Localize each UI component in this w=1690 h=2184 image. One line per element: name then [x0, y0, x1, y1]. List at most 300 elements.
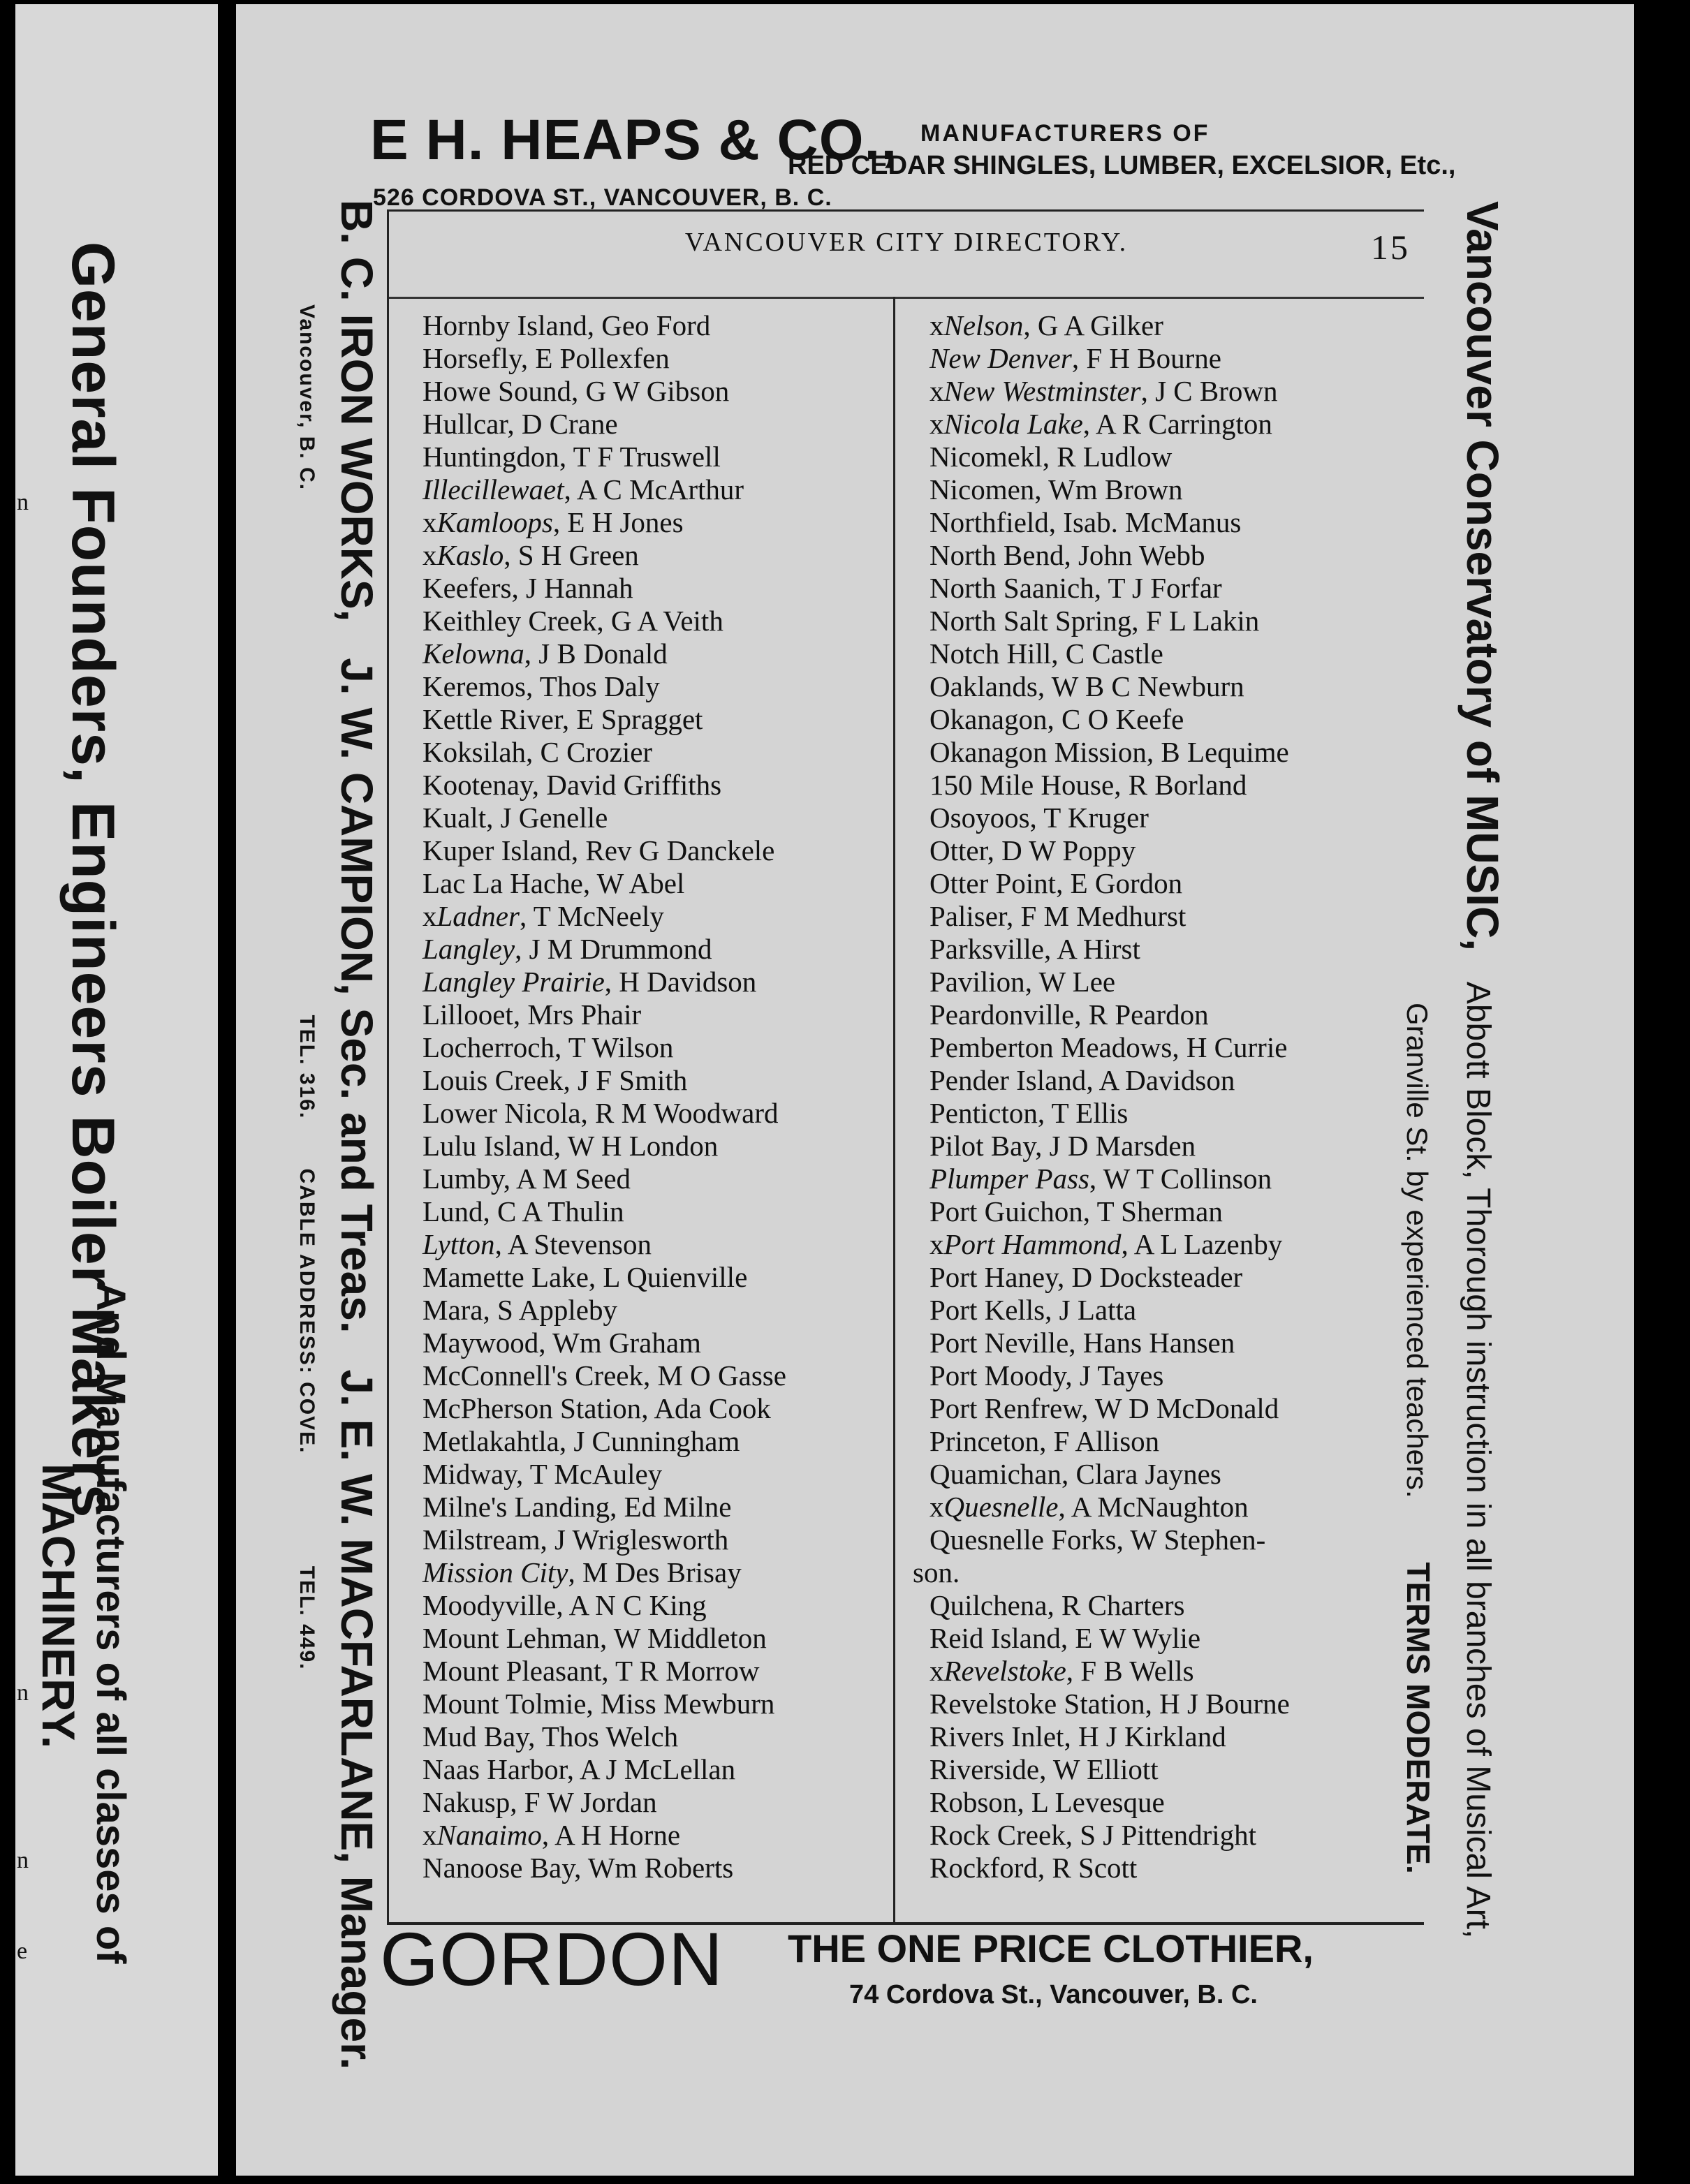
directory-entry: Kootenay, David Griffiths: [422, 769, 722, 801]
post-office-name: Rockford: [930, 1852, 1038, 1884]
post-office-name: Nicomen: [930, 473, 1035, 506]
heaps-products: RED CEDAR SHINGLES, LUMBER, EXCELSIOR, Etc.,: [788, 151, 1456, 180]
postmaster-name: W Abel: [596, 867, 685, 899]
postmaster-name: E Spragget: [576, 703, 703, 735]
postmaster-name: M O Gasse: [657, 1359, 786, 1392]
left-page-ad-line1: General Founders, Engineers Boiler Makers: [59, 242, 126, 1519]
post-office-name: Lumby: [422, 1163, 504, 1195]
heaps-address: 526 CORDOVA ST., VANCOUVER, B. C.: [373, 184, 832, 211]
directory-entry: Langley Prairie, H Davidson: [422, 966, 757, 998]
iron-works-campion: J. W. CAMPION, Sec. and Treas.: [332, 658, 382, 1334]
post-office-name: Moodyville: [422, 1589, 557, 1621]
express-office-mark: x: [930, 309, 944, 341]
directory-entry: Metlakahtla, J Cunningham: [422, 1425, 740, 1457]
post-office-name: Nicola Lake: [943, 408, 1083, 440]
post-office-name: Howe Sound: [422, 375, 571, 407]
directory-entry: xRevelstoke, F B Wells: [930, 1655, 1194, 1687]
directory-entry: Nicomekl, R Ludlow: [930, 441, 1173, 473]
directory-entry: Penticton, T Ellis: [930, 1097, 1129, 1129]
postmaster-name: Ada Cook: [654, 1392, 771, 1424]
postmaster-name: R Borland: [1128, 769, 1247, 801]
directory-entry: Otter, D W Poppy: [930, 834, 1136, 866]
directory-entry: Horsefly, E Pollexfen: [422, 342, 670, 374]
postmaster-name: David Griffiths: [546, 769, 722, 801]
postmaster-name: A Hirst: [1057, 933, 1140, 965]
post-office-name: Keremos: [422, 670, 527, 702]
directory-entry: Kelowna, J B Donald: [422, 637, 668, 670]
post-office-name: Langley Prairie: [422, 966, 605, 998]
directory-entry: Nicomen, Wm Brown: [930, 473, 1183, 506]
post-office-name: Port Neville: [930, 1327, 1069, 1359]
heaps-company-name: E H. HEAPS & CO.,: [370, 108, 898, 172]
express-office-mark: x: [422, 1819, 437, 1851]
post-office-name: Horsefly: [422, 342, 521, 374]
conservatory-name: Vancouver Conservatory of MUSIC,: [1457, 201, 1508, 952]
directory-entry: Riverside, W Elliott: [930, 1753, 1159, 1785]
postmaster-name: Thos Daly: [539, 670, 660, 702]
post-office-name: Pilot Bay: [930, 1130, 1036, 1162]
directory-entry: Huntingdon, T F Truswell: [422, 441, 721, 473]
postmaster-name: R Peardon: [1088, 998, 1209, 1031]
postmaster-name: D Docksteader: [1071, 1261, 1243, 1293]
postmaster-name: A McNaughton: [1071, 1491, 1249, 1523]
postmaster-name: W B C Newburn: [1051, 670, 1244, 702]
post-office-name: Illecillewaet: [422, 473, 564, 506]
postmaster-name: J F Smith: [578, 1064, 688, 1096]
post-office-name: North Saanich: [930, 572, 1094, 604]
post-office-name: Keithley Creek: [422, 605, 597, 637]
postmaster-name: M Des Brisay: [582, 1556, 742, 1588]
directory-entry: Lulu Island, W H London: [422, 1130, 719, 1162]
postmaster-name: J Cunningham: [573, 1425, 740, 1457]
directory-entry: Pemberton Meadows, H Currie: [930, 1031, 1288, 1063]
postmaster-name: F W Jordan: [524, 1786, 657, 1818]
page-number: 15: [1371, 228, 1410, 267]
directory-entry: Mission City, M Des Brisay: [422, 1556, 742, 1588]
post-office-name: Princeton: [930, 1425, 1040, 1457]
postmaster-name: T Kruger: [1043, 802, 1149, 834]
post-office-name: Milne's Landing: [422, 1491, 610, 1523]
post-office-name: Port Guichon: [930, 1195, 1083, 1227]
post-office-name: Okanagon Mission: [930, 736, 1147, 768]
postmaster-name: C A Thulin: [497, 1195, 624, 1227]
directory-entry: Rock Creek, S J Pittendright: [930, 1819, 1257, 1851]
post-office-name: Milstream: [422, 1523, 541, 1556]
directory-entry: xQuesnelle, A McNaughton: [930, 1491, 1249, 1523]
conservatory-terms: TERMS MODERATE.: [1400, 1562, 1436, 1874]
directory-entry: Locherroch, T Wilson: [422, 1031, 674, 1063]
directory-entry: Okanagon Mission, B Lequime: [930, 736, 1289, 768]
post-office-name: New Denver: [930, 342, 1072, 374]
post-office-name: McConnell's Creek: [422, 1359, 643, 1392]
postmaster-name: S J Pittendright: [1080, 1819, 1257, 1851]
postmaster-name: Wm Graham: [552, 1327, 701, 1359]
post-office-name: Kamloops: [436, 506, 553, 538]
post-office-name: Midway: [422, 1458, 516, 1490]
post-office-name: Quesnelle: [943, 1491, 1059, 1523]
directory-entry: Port Kells, J Latta: [930, 1294, 1137, 1326]
postmaster-name: B Lequime: [1161, 736, 1289, 768]
postmaster-name: Clara Jaynes: [1075, 1458, 1221, 1490]
post-office-name: Mount Pleasant: [422, 1655, 602, 1687]
postmaster-name: L Quienville: [603, 1261, 748, 1293]
post-office-name: Port Moody: [930, 1359, 1066, 1392]
directory-entry: xNew Westminster, J C Brown: [930, 375, 1278, 407]
postmaster-name: F L Lakin: [1145, 605, 1260, 637]
postmaster-name: W H London: [567, 1130, 719, 1162]
post-office-name: Oaklands: [930, 670, 1038, 702]
directory-entry: McConnell's Creek, M O Gasse: [422, 1359, 786, 1392]
post-office-name: Port Haney: [930, 1261, 1057, 1293]
directory-entry: Illecillewaet, A C McArthur: [422, 473, 744, 506]
express-office-mark: x: [930, 408, 944, 440]
post-office-name: Lytton: [422, 1228, 495, 1260]
page-title: VANCOUVER CITY DIRECTORY.: [684, 228, 1129, 257]
post-office-name: Mission City: [422, 1556, 568, 1588]
directory-entry: McPherson Station, Ada Cook: [422, 1392, 771, 1424]
iron-works-tel-316: TEL. 316.: [295, 1014, 318, 1120]
postmaster-name: John Webb: [1078, 539, 1205, 571]
post-office-name: Maywood: [422, 1327, 539, 1359]
post-office-name: Kuper Island: [422, 834, 571, 866]
postmaster-name: R Scott: [1052, 1852, 1138, 1884]
iron-works-cable: CABLE ADDRESS: COVE.: [295, 1168, 318, 1454]
postmaster-name: W D McDonald: [1094, 1392, 1279, 1424]
postmaster-name: F H Bourne: [1086, 342, 1221, 374]
conservatory-street: Granville St. by experienced teachers.: [1401, 1003, 1434, 1498]
postmaster-name: C Castle: [1065, 637, 1163, 670]
post-office-name: Mount Lehman: [422, 1622, 600, 1654]
post-office-name: Pender Island: [930, 1064, 1087, 1096]
post-office-name: Locherroch: [422, 1031, 554, 1063]
post-office-name: Penticton: [930, 1097, 1038, 1129]
directory-entry: Keithley Creek, G A Veith: [422, 605, 723, 637]
directory-entry: Port Haney, D Docksteader: [930, 1261, 1243, 1293]
directory-entry: xNelson, G A Gilker: [930, 309, 1163, 341]
iron-works-macfarlane: J. E. W. MACFARLANE, Manager.: [332, 1369, 382, 2070]
post-office-name: Kualt: [422, 802, 487, 834]
directory-entry: Nakusp, F W Jordan: [422, 1786, 657, 1818]
express-office-mark: x: [930, 1228, 944, 1260]
directory-entry: Maywood, Wm Graham: [422, 1327, 701, 1359]
post-office-name: Paliser: [930, 900, 1006, 932]
directory-entry: Princeton, F Allison: [930, 1425, 1160, 1457]
directory-entry: Pender Island, A Davidson: [930, 1064, 1235, 1096]
postmaster-name: F M Medhurst: [1020, 900, 1186, 932]
postmaster-name: Hans Hansen: [1082, 1327, 1235, 1359]
postmaster-name: H J Bourne: [1159, 1688, 1290, 1720]
postmaster-name: J B Donald: [538, 637, 668, 670]
directory-entry: Keremos, Thos Daly: [422, 670, 660, 702]
directory-entry: Koksilah, C Crozier: [422, 736, 653, 768]
directory-page: [236, 4, 1634, 2176]
column-divider: [893, 297, 895, 1922]
post-office-name: Plumper Pass: [930, 1163, 1089, 1195]
express-office-mark: x: [422, 506, 437, 538]
postmaster-name: A H Horne: [554, 1819, 681, 1851]
postmaster-name: J Hannah: [525, 572, 633, 604]
postmaster-name: J Tayes: [1079, 1359, 1164, 1392]
directory-entry: Northfield, Isab. McManus: [930, 506, 1242, 538]
margin-char: e: [17, 1938, 28, 1964]
iron-works-name: B. C. IRON WORKS,: [332, 200, 382, 622]
directory-entry: Hornby Island, Geo Ford: [422, 309, 711, 341]
postmaster-name: T R Morrow: [615, 1655, 760, 1687]
directory-entry: Port Guichon, T Sherman: [930, 1195, 1223, 1227]
iron-works-location: Vancouver, B. C.: [295, 304, 318, 492]
postmaster-name: A J McLellan: [579, 1753, 736, 1785]
express-office-mark: x: [930, 375, 944, 407]
directory-entry: Midway, T McAuley: [422, 1458, 663, 1490]
post-office-name: Mud Bay: [422, 1720, 529, 1753]
directory-entry: Nanoose Bay, Wm Roberts: [422, 1852, 734, 1884]
post-office-name: Quilchena: [930, 1589, 1048, 1621]
previous-page-strip: [15, 4, 218, 2176]
postmaster-name: L Levesque: [1031, 1786, 1165, 1818]
postmaster-name: H Davidson: [619, 966, 757, 998]
postmaster-name: F Allison: [1053, 1425, 1160, 1457]
postmaster-name: Wm Roberts: [587, 1852, 734, 1884]
post-office-name: Kettle River: [422, 703, 562, 735]
directory-entry: xLadner, T McNeely: [422, 900, 664, 932]
postmaster-name: A N C King: [568, 1589, 707, 1621]
running-header: [389, 227, 1424, 283]
postmaster-name: W Elliott: [1052, 1753, 1159, 1785]
directory-entry: New Denver, F H Bourne: [930, 342, 1221, 374]
post-office-name: Quesnelle Forks: [930, 1523, 1117, 1556]
conservatory-line1: [1457, 201, 1508, 1938]
directory-entry: Mount Lehman, W Middleton: [422, 1622, 767, 1654]
post-office-name: Notch Hill: [930, 637, 1052, 670]
postmaster-name: D W Poppy: [1001, 834, 1136, 866]
post-office-name: Port Kells: [930, 1294, 1045, 1326]
postmaster-name: Rev G Danckele: [585, 834, 775, 866]
post-office-name: Huntingdon: [422, 441, 559, 473]
post-office-name: New Westminster: [943, 375, 1141, 407]
post-office-name: Mount Tolmie: [422, 1688, 587, 1720]
post-office-name: Otter Point: [930, 867, 1057, 899]
directory-entry: Quilchena, R Charters: [930, 1589, 1185, 1621]
post-office-name: Peardonville: [930, 998, 1075, 1031]
directory-entry: xKamloops, E H Jones: [422, 506, 684, 538]
post-office-name: North Salt Spring: [930, 605, 1132, 637]
postmaster-name: D Crane: [521, 408, 618, 440]
post-office-name: Otter: [930, 834, 987, 866]
directory-entry: Rivers Inlet, H J Kirkland: [930, 1720, 1226, 1753]
post-office-name: Rivers Inlet: [930, 1720, 1064, 1753]
directory-entry: Mara, S Appleby: [422, 1294, 618, 1326]
directory-entry: xNicola Lake, A R Carrington: [930, 408, 1272, 440]
directory-entry: North Salt Spring, F L Lakin: [930, 605, 1260, 637]
post-office-name: Nanoose Bay: [422, 1852, 575, 1884]
postmaster-name: F B Wells: [1080, 1655, 1194, 1687]
post-office-name: Robson: [930, 1786, 1017, 1818]
post-office-name: Nanaimo: [436, 1819, 542, 1851]
post-office-name: Kaslo: [436, 539, 504, 571]
directory-entry: Otter Point, E Gordon: [930, 867, 1183, 899]
postmaster-name: S H Green: [517, 539, 639, 571]
post-office-name: Nelson: [943, 309, 1024, 341]
postmaster-name: Miss Mewburn: [600, 1688, 775, 1720]
directory-entry: Quamichan, Clara Jaynes: [930, 1458, 1221, 1490]
post-office-name: Lillooet: [422, 998, 513, 1031]
postmaster-name: H J Kirkland: [1078, 1720, 1226, 1753]
post-office-name: Nakusp: [422, 1786, 510, 1818]
directory-entry: Mamette Lake, L Quienville: [422, 1261, 748, 1293]
postmaster-name: G A Gilker: [1037, 309, 1163, 341]
postmaster-name: E Pollexfen: [535, 342, 670, 374]
iron-works-line1: [331, 200, 383, 2069]
post-office-name: Port Renfrew: [930, 1392, 1082, 1424]
postmaster-name: J Wriglesworth: [554, 1523, 729, 1556]
directory-entry: Port Moody, J Tayes: [930, 1359, 1164, 1392]
postmaster-name: W Lee: [1038, 966, 1116, 998]
directory-entry: Parksville, A Hirst: [930, 933, 1140, 965]
post-office-name: son.: [913, 1556, 960, 1588]
post-office-name: Port Hammond: [943, 1228, 1122, 1260]
directory-entry: Lower Nicola, R M Woodward: [422, 1097, 779, 1129]
post-office-name: Okanagon: [930, 703, 1048, 735]
directory-entry: Port Neville, Hans Hansen: [930, 1327, 1235, 1359]
post-office-name: Langley: [422, 933, 515, 965]
directory-entry: Louis Creek, J F Smith: [422, 1064, 688, 1096]
postmaster-name: S Appleby: [497, 1294, 618, 1326]
margin-char: n: [17, 489, 29, 515]
post-office-name: 150 Mile House: [930, 769, 1115, 801]
directory-entry: Mount Pleasant, T R Morrow: [422, 1655, 760, 1687]
postmaster-name: Mrs Phair: [527, 998, 642, 1031]
postmaster-name: A R Carrington: [1096, 408, 1272, 440]
express-office-mark: x: [930, 1491, 944, 1523]
directory-entry: xKaslo, S H Green: [422, 539, 639, 571]
directory-entry: Mount Tolmie, Miss Mewburn: [422, 1688, 775, 1720]
post-office-name: Hornby Island: [422, 309, 587, 341]
post-office-name: Mara: [422, 1294, 483, 1326]
postmaster-name: T McNeely: [533, 900, 664, 932]
postmaster-name: A Stevenson: [507, 1228, 652, 1260]
postmaster-name: E H Jones: [567, 506, 684, 538]
gordon-tagline: THE ONE PRICE CLOTHIER,: [788, 1926, 1314, 1970]
directory-entry: Howe Sound, G W Gibson: [422, 375, 730, 407]
directory-entry: Pilot Bay, J D Marsden: [930, 1130, 1196, 1162]
post-office-name: Pemberton Meadows: [930, 1031, 1173, 1063]
post-office-name: Osoyoos: [930, 802, 1030, 834]
postmaster-name: W Stephen-: [1130, 1523, 1266, 1556]
directory-entry: Milstream, J Wriglesworth: [422, 1523, 729, 1556]
directory-entry: Lytton, A Stevenson: [422, 1228, 652, 1260]
directory-entry: North Saanich, T J Forfar: [930, 572, 1222, 604]
margin-char: n: [17, 1680, 29, 1706]
left-page-ad-line3: MACHINERY.: [33, 1463, 84, 1749]
directory-entry: Langley, J M Drummond: [422, 933, 712, 965]
directory-entry: Okanagon, C O Keefe: [930, 703, 1184, 735]
postmaster-name: T Wilson: [568, 1031, 674, 1063]
postmaster-name: T Ellis: [1051, 1097, 1129, 1129]
postmaster-name: J C Brown: [1155, 375, 1278, 407]
postmaster-name: H Currie: [1186, 1031, 1288, 1063]
post-office-name: Reid Island: [930, 1622, 1061, 1654]
postmaster-name: T F Truswell: [573, 441, 721, 473]
directory-entry: Port Renfrew, W D McDonald: [930, 1392, 1279, 1424]
gordon-address: 74 Cordova St., Vancouver, B. C.: [849, 1980, 1258, 2009]
right-column: [913, 309, 1290, 1884]
directory-entry: Osoyoos, T Kruger: [930, 802, 1149, 834]
postmaster-name: R Ludlow: [1057, 441, 1173, 473]
post-office-name: Northfield: [930, 506, 1049, 538]
directory-entry: Rockford, R Scott: [930, 1852, 1138, 1884]
directory-entry: Kuper Island, Rev G Danckele: [422, 834, 775, 866]
directory-entry: Keefers, J Hannah: [422, 572, 633, 604]
directory-entry: North Bend, John Webb: [930, 539, 1205, 571]
postmaster-name: W Middleton: [613, 1622, 767, 1654]
post-office-name: Mamette Lake: [422, 1261, 589, 1293]
postmaster-name: G W Gibson: [585, 375, 730, 407]
post-office-name: Ladner: [436, 900, 520, 932]
directory-entry: Revelstoke Station, H J Bourne: [930, 1688, 1290, 1720]
directory-content: [387, 209, 1424, 1925]
post-office-name: Keefers: [422, 572, 512, 604]
post-office-name: Lulu Island: [422, 1130, 554, 1162]
directory-entry: Reid Island, E W Wylie: [930, 1622, 1201, 1654]
express-office-mark: x: [930, 1655, 944, 1687]
directory-entry: Lund, C A Thulin: [422, 1195, 624, 1227]
post-office-name: Riverside: [930, 1753, 1040, 1785]
directory-entry: xPort Hammond, A L Lazenby: [930, 1228, 1283, 1260]
post-office-name: McPherson Station: [422, 1392, 642, 1424]
directory-entry: Pavilion, W Lee: [930, 966, 1116, 998]
heaps-manufacturers-of: MANUFACTURERS OF: [920, 120, 1210, 147]
directory-entry: Robson, L Levesque: [930, 1786, 1165, 1818]
postmaster-name: Wm Brown: [1048, 473, 1183, 506]
left-column: [422, 309, 786, 1884]
post-office-name: Louis Creek: [422, 1064, 564, 1096]
post-office-name: Quamichan: [930, 1458, 1061, 1490]
header-rule: [389, 297, 1424, 299]
directory-entry: Lac La Hache, W Abel: [422, 867, 685, 899]
conservatory-instruction: Abbott Block, Thorough instruction in all branches of Musical Art,: [1460, 981, 1497, 1939]
directory-entry: Lillooet, Mrs Phair: [422, 998, 642, 1031]
directory-entry: Mud Bay, Thos Welch: [422, 1720, 679, 1753]
directory-entry: Moodyville, A N C King: [422, 1589, 707, 1621]
post-office-name: Pavilion: [930, 966, 1025, 998]
postmaster-name: R Charters: [1061, 1589, 1185, 1621]
post-office-name: Nicomekl: [930, 441, 1043, 473]
margin-char: n: [17, 1847, 29, 1873]
directory-entry: Notch Hill, C Castle: [930, 637, 1163, 670]
directory-entry: 150 Mile House, R Borland: [930, 769, 1247, 801]
gordon-name: GORDON: [380, 1917, 723, 2001]
directory-entry: xNanaimo, A H Horne: [422, 1819, 681, 1851]
postmaster-name: Ed Milne: [624, 1491, 732, 1523]
post-office-name: Hullcar: [422, 408, 508, 440]
postmaster-name: A L Lazenby: [1133, 1228, 1283, 1260]
postmaster-name: E W Wylie: [1075, 1622, 1201, 1654]
express-office-mark: x: [422, 539, 437, 571]
postmaster-name: J M Drummond: [529, 933, 712, 965]
post-office-name: Revelstoke Station: [930, 1688, 1145, 1720]
postmaster-name: W T Collinson: [1103, 1163, 1272, 1195]
post-office-name: Naas Harbor: [422, 1753, 567, 1785]
postmaster-name: T McAuley: [529, 1458, 663, 1490]
postmaster-name: E Gordon: [1070, 867, 1183, 899]
postmaster-name: T J Forfar: [1108, 572, 1222, 604]
directory-entry: Lumby, A M Seed: [422, 1163, 631, 1195]
directory-entry: Kualt, J Genelle: [422, 802, 608, 834]
post-office-name: Rock Creek: [930, 1819, 1066, 1851]
directory-entry: Oaklands, W B C Newburn: [930, 670, 1244, 702]
postmaster-name: Geo Ford: [601, 309, 711, 341]
post-office-name: Metlakahtla: [422, 1425, 559, 1457]
